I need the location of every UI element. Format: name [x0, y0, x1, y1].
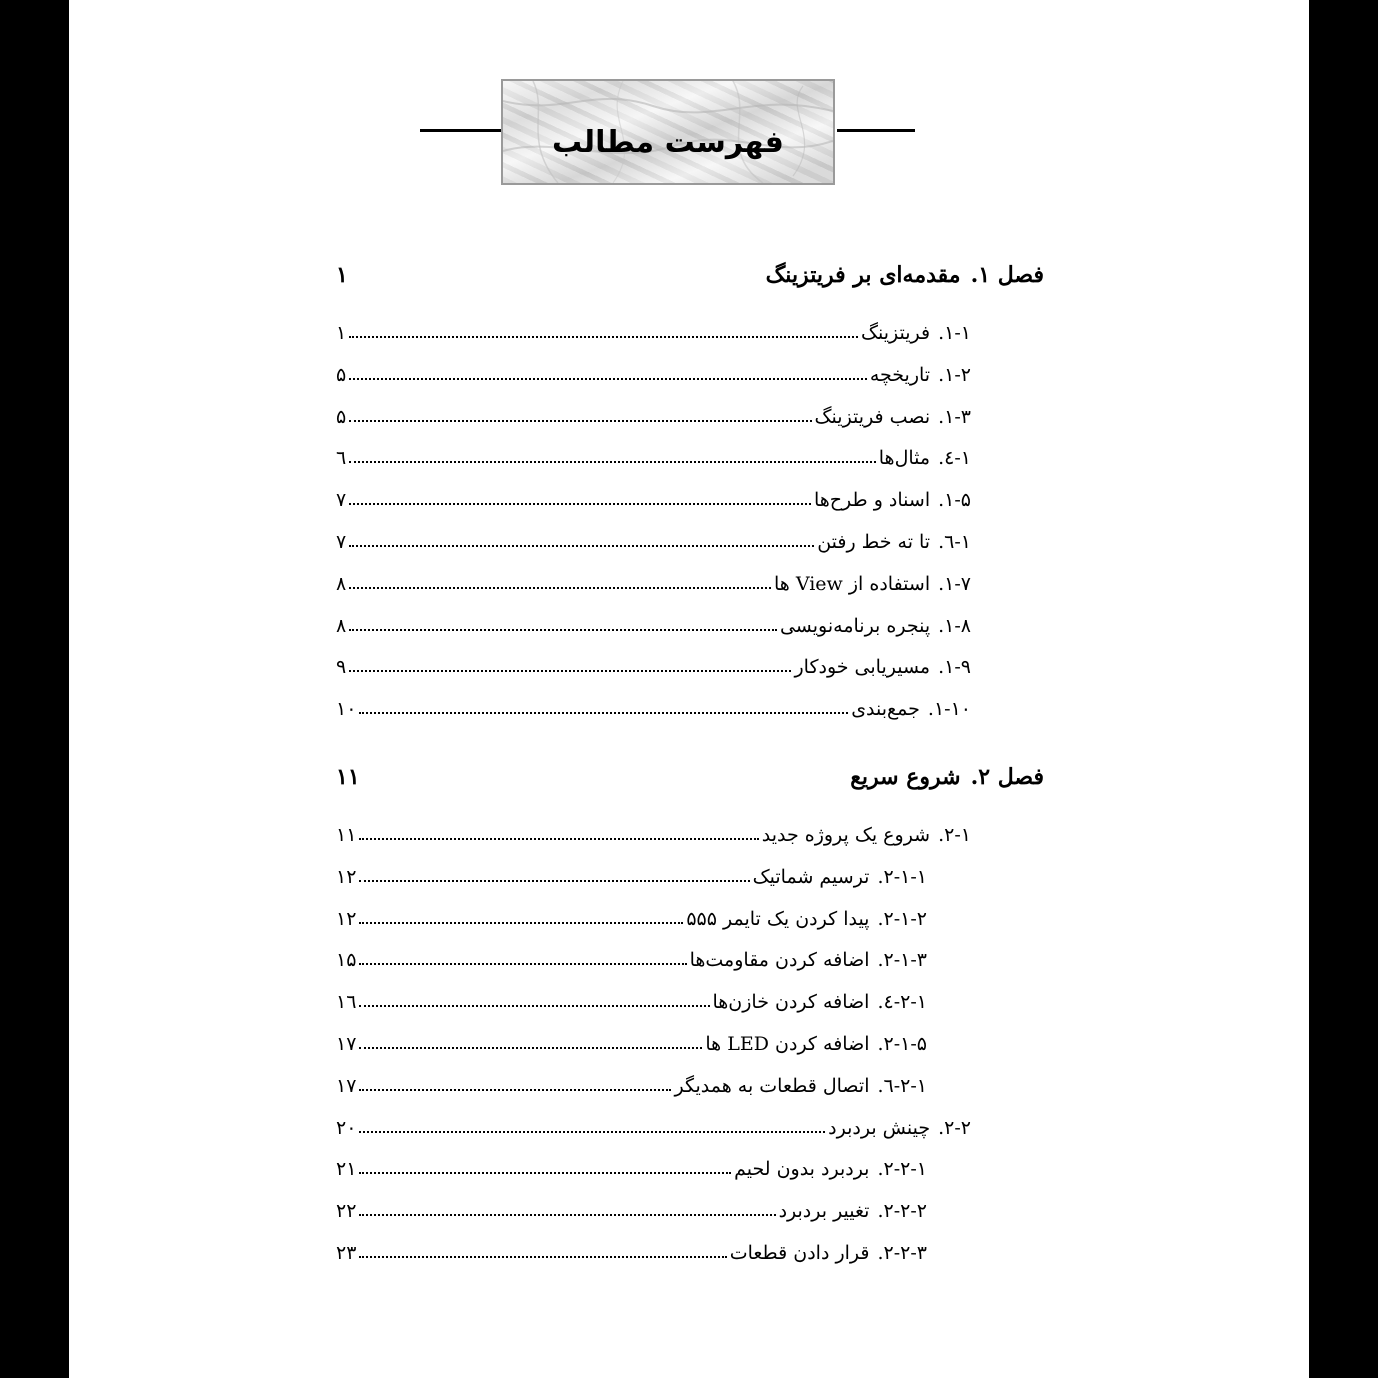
dot-leader	[359, 712, 848, 714]
toc-subsection-entry[interactable]	[336, 1061, 927, 1097]
entry-number: ۲-۱.	[938, 824, 971, 846]
dot-leader	[359, 1131, 825, 1133]
entry-label: قرار دادن قطعات	[729, 1242, 870, 1264]
entry-label: اضافه کردن LED ها	[705, 1033, 870, 1055]
entry-label: اسناد و طرح‌ها	[813, 489, 931, 511]
entry-number: ۱-۷.	[938, 573, 971, 595]
entry-page-number: ۵	[336, 406, 347, 428]
entry-label: پنجره برنامه‌نویسی	[779, 615, 931, 637]
entry-label: بردبرد بدون لحیم	[734, 1158, 870, 1180]
entry-number: ۲-۱-٤.	[877, 991, 927, 1013]
entry-number: ۱-۵.	[938, 489, 971, 511]
dot-leader	[349, 587, 771, 589]
toc-section-entry[interactable]	[336, 433, 971, 469]
dot-leader	[349, 629, 777, 631]
dot-leader	[349, 503, 811, 505]
dot-leader	[359, 1005, 709, 1007]
chapter-number: فصل ۱.	[970, 262, 1044, 288]
dot-leader	[359, 880, 749, 882]
dot-leader	[359, 963, 686, 965]
dot-leader	[359, 1214, 775, 1216]
entry-number: ۲-۱-۲.	[877, 908, 927, 930]
entry-number: ۲-۱-۱.	[877, 866, 927, 888]
entry-label: اتصال قطعات به همدیگر	[674, 1075, 870, 1097]
entry-page-number: ۱۷	[336, 1033, 357, 1055]
entry-page-number: ٦	[336, 447, 347, 469]
entry-page-number: ۵	[336, 364, 347, 386]
chapter-number: فصل ۲.	[970, 764, 1044, 790]
entry-number: ۲-۱-۳.	[877, 949, 927, 971]
toc-section-entry[interactable]	[336, 559, 971, 595]
dot-leader	[359, 922, 683, 924]
entry-number: ۱-۸.	[938, 615, 971, 637]
entry-page-number: ۲۳	[336, 1242, 357, 1264]
chapter-heading[interactable]	[336, 754, 1044, 790]
entry-page-number: ۱۰	[336, 698, 357, 720]
toc-section-entry[interactable]	[336, 810, 971, 846]
dot-leader	[359, 838, 758, 840]
dot-leader	[349, 336, 858, 338]
entry-label: تغییر بردبرد	[778, 1200, 870, 1222]
dot-leader	[349, 670, 791, 672]
entry-label: فریتزینگ	[861, 322, 931, 344]
toc-section-entry[interactable]	[336, 350, 971, 386]
entry-page-number: ۲۲	[336, 1200, 357, 1222]
toc-section-entry[interactable]	[336, 517, 971, 553]
entry-page-number: ۷	[336, 531, 347, 553]
entry-page-number: ۲۱	[336, 1158, 357, 1180]
entry-label: اضافه کردن خازن‌ها	[712, 991, 870, 1013]
entry-number: ۲-۲.	[938, 1117, 971, 1139]
chapter-heading[interactable]	[336, 252, 1044, 288]
toc-subsection-entry[interactable]	[336, 977, 927, 1013]
toc-section-entry[interactable]	[336, 601, 971, 637]
dot-leader	[349, 378, 867, 380]
toc-subsection-entry[interactable]	[336, 1186, 927, 1222]
entry-label: تاریخچه	[869, 364, 931, 386]
entry-page-number: ۸	[336, 573, 347, 595]
entry-number: ۲-۱-٦.	[877, 1075, 927, 1097]
toc-subsection-entry[interactable]	[336, 1228, 927, 1264]
dot-leader	[359, 1047, 702, 1049]
entry-label: شروع یک پروژه جدید	[761, 824, 931, 846]
entry-label: تا ته خط رفتن	[817, 531, 931, 553]
entry-number: ۱-٤.	[938, 447, 971, 469]
entry-number: ۲-۲-۳.	[877, 1242, 927, 1264]
entry-page-number: ۱	[336, 322, 347, 344]
entry-number: ۱-۳.	[938, 406, 971, 428]
toc-section-entry[interactable]	[336, 475, 971, 511]
entry-number: ۲-۲-۲.	[877, 1200, 927, 1222]
entry-page-number: ۱۲	[336, 866, 357, 888]
table-of-contents	[69, 0, 1309, 1378]
chapter-page-number: ۱	[336, 262, 348, 288]
chapter-title: شروع سریع	[850, 764, 961, 790]
toc-section-entry[interactable]	[336, 642, 971, 678]
entry-page-number: ۸	[336, 615, 347, 637]
entry-label: چینش بردبرد	[828, 1117, 931, 1139]
toc-subsection-entry[interactable]	[336, 1144, 927, 1180]
entry-page-number: ۱۱	[336, 824, 357, 846]
entry-label: پیدا کردن یک تایمر ۵۵۵	[686, 908, 870, 930]
dot-leader	[359, 1256, 726, 1258]
entry-number: ۱-۹.	[938, 656, 971, 678]
entry-number: ۱-۱.	[938, 322, 971, 344]
toc-subsection-entry[interactable]	[336, 1019, 927, 1055]
toc-section-entry[interactable]	[336, 392, 971, 428]
toc-section-entry[interactable]	[336, 308, 971, 344]
chapter-page-number: ۱۱	[336, 764, 360, 790]
chapter-title: مقدمه‌ای بر فریتزینگ	[765, 262, 961, 288]
entry-label: جمع‌بندی	[851, 698, 920, 720]
toc-subsection-entry[interactable]	[336, 894, 927, 930]
entry-number: ۱-۲.	[938, 364, 971, 386]
entry-page-number: ۲۰	[336, 1117, 357, 1139]
dot-leader	[349, 420, 811, 422]
entry-label: مسیریابی خودکار	[794, 656, 931, 678]
entry-page-number: ۱۲	[336, 908, 357, 930]
dot-leader	[349, 461, 876, 463]
entry-page-number: ۱۵	[336, 949, 357, 971]
dot-leader	[359, 1089, 671, 1091]
entry-number: ۱-۱۰.	[927, 698, 971, 720]
entry-label: استفاده از View ها	[773, 573, 931, 595]
toc-section-entry[interactable]	[336, 1103, 971, 1139]
dot-leader	[359, 1172, 731, 1174]
entry-label: ترسیم شماتیک	[752, 866, 870, 888]
entry-label: اضافه کردن مقاومت‌ها	[689, 949, 870, 971]
entry-label: نصب فریتزینگ	[814, 406, 931, 428]
entry-number: ۲-۲-۱.	[877, 1158, 927, 1180]
dot-leader	[349, 545, 814, 547]
toc-section-entry[interactable]	[336, 684, 971, 720]
entry-page-number: ۹	[336, 656, 347, 678]
page-title: فهرست مطالب	[552, 125, 784, 160]
entry-number: ۲-۱-۵.	[877, 1033, 927, 1055]
toc-subsection-entry[interactable]	[336, 935, 927, 971]
entry-label: مثال‌ها	[878, 447, 931, 469]
entry-number: ۱-٦.	[938, 531, 971, 553]
entry-page-number: ۷	[336, 489, 347, 511]
document-page	[69, 0, 1309, 1378]
toc-subsection-entry[interactable]	[336, 852, 927, 888]
entry-page-number: ۱٦	[336, 991, 357, 1013]
entry-page-number: ۱۷	[336, 1075, 357, 1097]
